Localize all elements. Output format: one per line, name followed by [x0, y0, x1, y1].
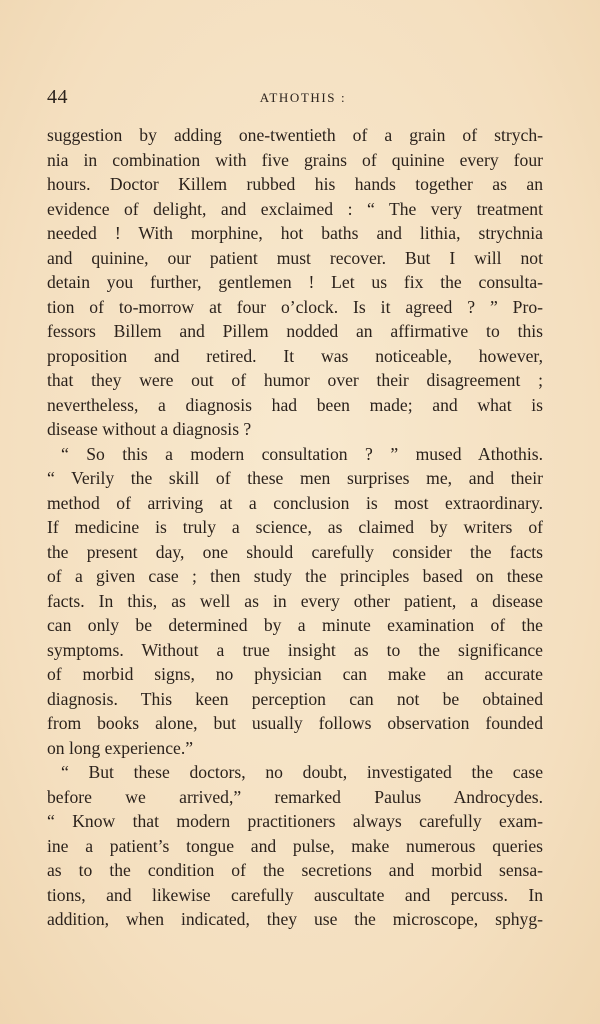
text-line: addition, when indicated, they use the microscope, sphyg- [47, 909, 543, 929]
text-line: nevertheless, a diagnosis had been made; and what is [47, 394, 543, 415]
text-line: before we arrived,” remarked Paulus Androcydes. [47, 786, 543, 807]
text-line: tions, and likewise carefully auscultate and percuss. In [47, 884, 543, 905]
text-line: can only be determined by a minute examination of the [47, 615, 543, 635]
text-line: on long experience.” [47, 737, 194, 758]
body-text [47, 123, 543, 932]
text-line: method of arriving at a conclusion is most extraordinary. [47, 492, 543, 513]
text-line: as to the condition of the secretions and morbid sensa- [47, 860, 543, 880]
text-line: facts. In this, as well as in every other patient, a disease [47, 590, 543, 611]
text-line: of a given case ; then study the principles based on these [47, 566, 543, 586]
text-line: “ So this a modern consultation ? ” mused Athothis. [61, 443, 543, 464]
text-line: diagnosis. This keen perception can not be obtained [47, 688, 543, 709]
text-line: suggestion by adding one-twentieth of a grain of strych- [47, 125, 543, 145]
text-line: of morbid signs, no physician can make an accurate [47, 664, 543, 684]
text-line: If medicine is truly a science, as claimed by writers of [47, 517, 543, 537]
text-line: symptoms. Without a true insight as to the significance [47, 639, 543, 660]
page-number: 44 [47, 86, 68, 108]
text-line: needed ! With morphine, hot baths and lithia, strychnia [47, 223, 543, 243]
text-line: from books alone, but usually follows observation founded [47, 713, 543, 733]
text-line: detain you further, gentlemen ! Let us fix the consulta- [47, 272, 543, 292]
text-line: disease without a diagnosis ? [47, 419, 252, 439]
text-line: “ Know that modern practitioners always carefully exam- [47, 811, 543, 831]
text-line: ine a patient’s tongue and pulse, make numerous queries [47, 835, 543, 856]
text-line: proposition and retired. It was noticeable, however, [47, 345, 543, 366]
text-line: “ But these doctors, no doubt, investigated the case [61, 762, 543, 782]
text-line: that they were out of humor over their disagreement ; [47, 370, 543, 390]
text-line: the present day, one should carefully consider the facts [47, 541, 543, 562]
page-header [47, 86, 543, 112]
running-head: ATHOTHIS : [259, 90, 347, 105]
text-line: “ Verily the skill of these men surprises me, and their [47, 468, 543, 488]
text-line: fessors Billem and Pillem nodded an affirmative to this [47, 321, 543, 341]
text-line: tion of to-morrow at four o’clock. Is it agreed ? ” Pro- [47, 296, 543, 317]
text-line: and quinine, our patient must recover. But I will not [47, 247, 543, 268]
text-line: nia in combination with five grains of quinine every four [47, 149, 543, 170]
text-line: evidence of delight, and exclaimed : “ The very treatment [47, 198, 543, 219]
text-line: hours. Doctor Killem rubbed his hands together as an [47, 174, 543, 194]
